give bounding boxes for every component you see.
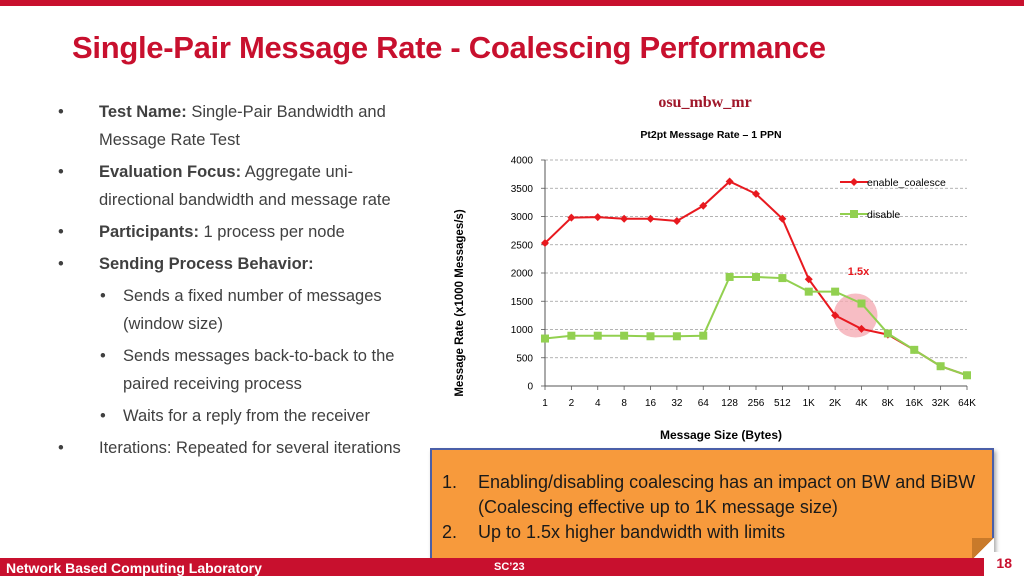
bullet-test-name-text: Single-Pair Bandwidth and Message Rate Test [99, 103, 386, 149]
x-tick-label: 8K [881, 398, 894, 409]
y-tick-label: 4000 [510, 155, 533, 167]
sub-bullet-waits-reply [56, 402, 426, 430]
bullet-participants-text: 1 process per node [198, 223, 345, 241]
page-number: 18 [996, 555, 1012, 571]
y-tick-label: 2500 [510, 240, 533, 252]
legend-marker-enable_coalesce [850, 178, 858, 186]
bullet-evaluation-focus-text: Aggregate uni-directional bandwidth and message rate [99, 163, 391, 209]
x-tick-label: 64K [958, 398, 976, 409]
chart-header: osu_mbw_mr [658, 94, 752, 111]
y-tick-label: 2000 [510, 268, 533, 280]
data-point-disable [620, 332, 628, 340]
x-tick-label: 32K [931, 398, 950, 409]
x-tick-label: 128 [721, 398, 738, 409]
slide-title: Single-Pair Message Rate - Coalescing Performance [72, 30, 826, 65]
data-point-disable [647, 332, 655, 340]
data-point-enable_coalesce [594, 213, 602, 221]
data-point-disable [937, 362, 945, 370]
x-tick-label: 512 [774, 398, 791, 409]
data-point-disable [963, 371, 971, 379]
bullet-participants [56, 218, 426, 246]
data-point-disable [567, 332, 575, 340]
data-point-disable [910, 346, 918, 354]
x-tick-label: 64 [697, 398, 709, 409]
data-point-enable_coalesce [647, 215, 655, 223]
x-tick-label: 16K [905, 398, 924, 409]
data-point-disable [858, 300, 866, 308]
x-tick-label: 2K [829, 398, 842, 409]
y-tick-label: 3000 [510, 212, 533, 223]
callout-item-2-number: 2. [442, 522, 458, 542]
sub-bullet-waits-reply-text: Waits for a reply from the receiver [123, 407, 370, 425]
y-tick-label: 1500 [510, 296, 533, 308]
x-tick-label: 2 [568, 398, 575, 409]
callout-item-1-number: 1. [442, 472, 458, 492]
data-point-disable [884, 329, 892, 337]
y-tick-label: 3500 [510, 183, 533, 195]
legend-label-disable: disable [867, 209, 901, 221]
takeaway-callout [430, 448, 994, 560]
sub-bullet-back-to-back-text: Sends messages back-to-back to the paired receiving process [123, 347, 395, 393]
data-point-disable [805, 288, 813, 296]
footer-lab-name: Network Based Computing Laboratory [6, 560, 262, 576]
legend-marker-disable [850, 210, 858, 218]
footer-bar [0, 558, 1024, 576]
bullet-evaluation-focus-label: Evaluation Focus: [99, 163, 242, 181]
data-point-enable_coalesce [673, 217, 681, 225]
x-tick-label: 1K [802, 398, 815, 409]
bullet-evaluation-focus [56, 158, 426, 214]
data-point-disable [778, 274, 786, 282]
y-tick-label: 500 [516, 353, 533, 365]
bullet-dot: • [58, 255, 64, 273]
x-tick-label: 16 [644, 398, 657, 409]
y-axis-label: Message Rate (x1000 Messages/s) [454, 209, 466, 397]
page-number-box [984, 552, 1024, 576]
x-tick-label: 4K [855, 398, 868, 409]
sub-bullet-dot: • [100, 407, 106, 425]
data-point-disable [831, 288, 839, 296]
sub-bullet-dot: • [100, 287, 106, 305]
y-tick-label: 0 [527, 381, 533, 393]
x-tick-label: 256 [747, 398, 765, 409]
x-tick-label: 1 [542, 398, 548, 409]
callout-item-2-text: Up to 1.5x higher bandwidth with limits [478, 522, 786, 542]
bullet-dot: • [58, 163, 64, 181]
data-point-disable [594, 332, 602, 340]
sub-bullet-fixed-number-text: Sends a fixed number of messages (window size) [123, 287, 382, 333]
x-tick-label: 32 [671, 398, 683, 409]
sub-bullet-back-to-back [56, 342, 426, 398]
bullet-sending-behavior-label: Sending Process Behavior: [99, 255, 314, 273]
chart-title: Pt2pt Message Rate – 1 PPN [640, 129, 782, 141]
sub-bullet-dot: • [100, 347, 106, 365]
y-tick-label: 1000 [510, 325, 533, 336]
bullet-list [56, 98, 426, 466]
data-point-disable [726, 273, 734, 281]
top-accent-bar [0, 0, 1024, 6]
bullet-sending-behavior [56, 250, 426, 278]
x-tick-label: 4 [594, 398, 601, 409]
bullet-participants-label: Participants: [99, 223, 199, 241]
x-tick-label: 8 [621, 398, 627, 409]
data-point-enable_coalesce [620, 215, 628, 223]
bullet-dot: • [58, 439, 64, 457]
x-axis-label: Message Size (Bytes) [659, 428, 783, 442]
footer-conference: SC’23 [494, 561, 525, 573]
bullet-dot: • [58, 223, 64, 241]
legend-label-enable_coalesce: enable_coalesce [867, 177, 946, 189]
series-line-disable [545, 277, 967, 375]
line-chart [440, 118, 1000, 448]
bullet-dot: • [58, 103, 64, 121]
bullet-iterations-text: Iterations: Repeated for several iterations [99, 439, 401, 457]
data-point-disable [699, 332, 707, 340]
data-point-disable [752, 273, 760, 281]
bullet-test-name [56, 98, 426, 154]
data-point-disable [673, 332, 681, 340]
bullet-test-name-label: Test Name: [99, 103, 187, 121]
sub-bullet-fixed-number [56, 282, 426, 338]
data-point-disable [541, 335, 549, 343]
callout-item-1-text: Enabling/disabling coalescing has an impact on BW and BiBW (Coalescing effective up to 1K message size) [478, 472, 976, 517]
annotation-label: 1.5x [847, 266, 870, 278]
bullet-iterations [56, 434, 426, 462]
